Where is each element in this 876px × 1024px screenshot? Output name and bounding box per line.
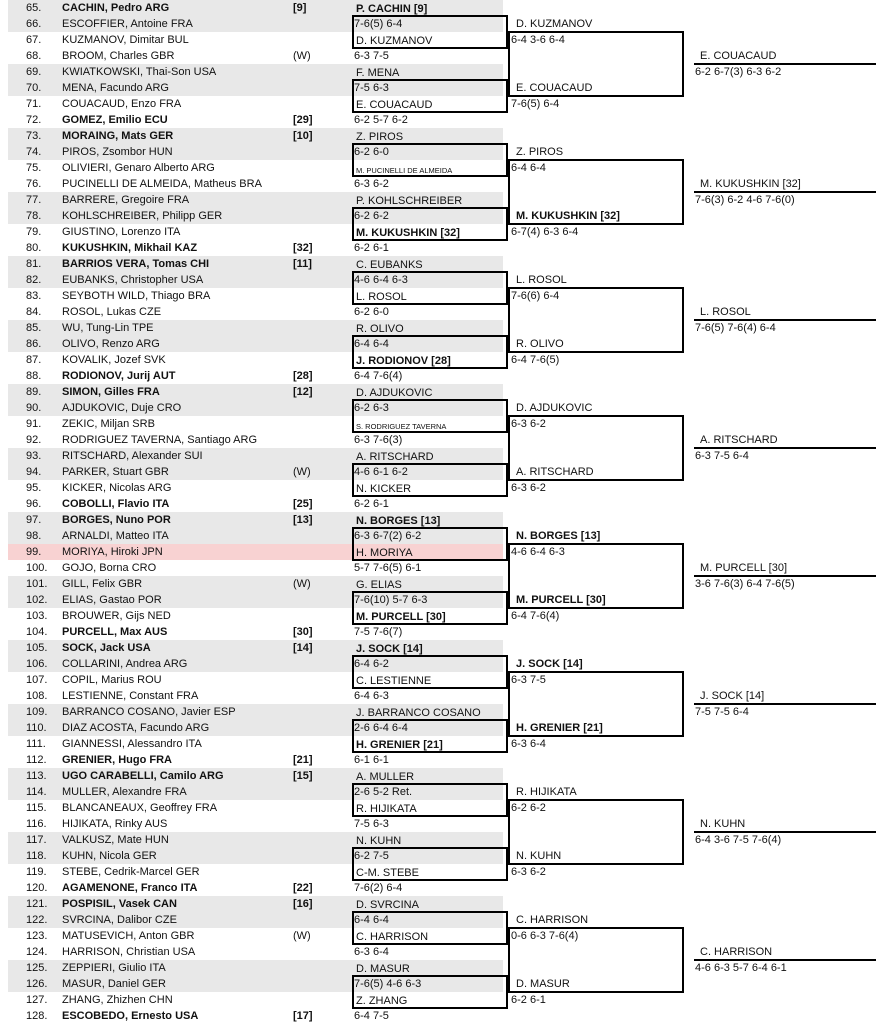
- row-number: 70.: [26, 82, 42, 94]
- r1-match-score: 6-3 6-4: [354, 946, 389, 958]
- wildcard-tag: (W): [293, 50, 311, 62]
- seed-tag: [29]: [293, 114, 313, 126]
- r1-match-score: 7-6(10) 5-7 6-3: [354, 594, 428, 606]
- player-name: MORAING, Mats GER: [62, 130, 174, 142]
- r1-winner-name: D. KUZMANOV: [356, 35, 433, 47]
- r1-winner-name: M. PUCINELLI DE ALMEIDA: [356, 166, 453, 175]
- r1-match-score: 6-3 6-7(2) 6-2: [354, 530, 422, 542]
- r1-match-score: 7-6(2) 6-4: [354, 882, 403, 894]
- r1-match-score: 6-4 6-4: [354, 914, 389, 926]
- r1-winner-name: N. KICKER: [356, 483, 412, 495]
- player-name: PUCINELLI DE ALMEIDA, Matheus BRA: [62, 178, 262, 190]
- r2-match-score: 0-6 6-3 7-6(4): [511, 930, 579, 942]
- r1-winner-name: L. ROSOL: [356, 291, 407, 303]
- row-number: 93.: [26, 450, 42, 462]
- seed-tag: [10]: [293, 130, 313, 142]
- r1-match-score: 6-2 6-3: [354, 402, 389, 414]
- player-name: BROUWER, Gijs NED: [62, 610, 171, 622]
- player-name: KICKER, Nicolas ARG: [62, 482, 172, 494]
- r1-match-score: 6-2 6-2: [354, 210, 389, 222]
- r3-match-score: 6-2 6-7(3) 6-3 6-2: [695, 66, 782, 78]
- row-number: 79.: [26, 226, 42, 238]
- r1-winner-name: R. OLIVO: [356, 323, 404, 335]
- r1-match-score: 6-1 6-1: [354, 754, 389, 766]
- r1-match-score: 6-2 5-7 6-2: [354, 114, 408, 126]
- r3-match-score: 6-3 7-5 6-4: [695, 450, 749, 462]
- row-number: 118.: [26, 850, 47, 862]
- r1-match-score: 7-5 6-3: [354, 82, 389, 94]
- r1-match-score: 6-2 7-5: [354, 850, 389, 862]
- player-name: GRENIER, Hugo FRA: [62, 754, 172, 766]
- r1-winner-name: A. RITSCHARD: [356, 451, 434, 463]
- player-name: KWIATKOWSKI, Thai-Son USA: [62, 66, 217, 78]
- r1-winner-name: C. LESTIENNE: [356, 675, 432, 687]
- r1-winner-name: P. CACHIN [9]: [356, 3, 428, 15]
- r1-winner-name: F. MENA: [356, 67, 400, 79]
- row-number: 124.: [26, 946, 48, 958]
- r1-winner-name: A. MULLER: [356, 771, 415, 783]
- player-name: SVRCINA, Dalibor CZE: [62, 914, 177, 926]
- row-number: 69.: [26, 66, 42, 78]
- player-name: KUKUSHKIN, Mikhail KAZ: [62, 242, 198, 254]
- row-number: 107.: [26, 674, 48, 686]
- player-name: ZEKIC, Miljan SRB: [62, 418, 155, 430]
- row-number: 73.: [26, 130, 42, 142]
- row-number: 88.: [26, 370, 42, 382]
- row-number: 106.: [26, 658, 48, 670]
- seed-tag: [30]: [293, 626, 313, 638]
- r1-match-score: 6-3 6-2: [354, 178, 389, 190]
- row-number: 100.: [26, 562, 48, 574]
- r1-match-score: 6-4 7-5: [354, 1010, 389, 1022]
- row-number: 108.: [26, 690, 48, 702]
- r3-winner-name: L. ROSOL: [700, 306, 751, 318]
- r1-match-score: 7-6(5) 4-6 6-3: [354, 978, 422, 990]
- r2-match-score: 6-3 7-5: [511, 674, 546, 686]
- r2-winner-name: Z. PIROS: [516, 146, 564, 158]
- seed-tag: [14]: [293, 642, 313, 654]
- player-name: WU, Tung-Lin TPE: [62, 322, 154, 334]
- r2-match-score: 7-6(5) 6-4: [511, 98, 560, 110]
- row-number: 111.: [26, 738, 46, 750]
- r1-winner-name: H. MORIYA: [356, 547, 413, 559]
- row-number: 115.: [26, 802, 47, 814]
- r3-winner-name: E. COUACAUD: [700, 50, 777, 62]
- row-number: 105.: [26, 642, 48, 654]
- player-name: RODIONOV, Jurij AUT: [62, 370, 176, 382]
- r2-match-score: 6-4 6-4: [511, 162, 546, 174]
- row-number: 102.: [26, 594, 48, 606]
- row-number: 90.: [26, 402, 42, 414]
- r2-match-score: 6-3 6-4: [511, 738, 546, 750]
- player-name: HARRISON, Christian USA: [62, 946, 196, 958]
- player-name: DIAZ ACOSTA, Facundo ARG: [62, 722, 210, 734]
- player-name: AGAMENONE, Franco ITA: [62, 882, 198, 894]
- r1-winner-name: N. KUHN: [356, 835, 402, 847]
- r3-winner-name: M. PURCELL [30]: [700, 562, 788, 574]
- seed-tag: [9]: [293, 2, 307, 14]
- r1-winner-name: Z. ZHANG: [356, 995, 408, 1007]
- r3-winner-name: A. RITSCHARD: [700, 434, 778, 446]
- r2-winner-name: R. HIJIKATA: [516, 786, 577, 798]
- row-number: 84.: [26, 306, 42, 318]
- row-number: 94.: [26, 466, 42, 478]
- r1-winner-name: D. SVRCINA: [356, 899, 419, 911]
- player-name: BORGES, Nuno POR: [62, 514, 171, 526]
- row-number: 103.: [26, 610, 48, 622]
- row-number: 98.: [26, 530, 42, 542]
- player-name: KUZMANOV, Dimitar BUL: [62, 34, 189, 46]
- r1-match-score: 6-4 6-3: [354, 690, 389, 702]
- r3-winner-name: C. HARRISON: [700, 946, 773, 958]
- seed-tag: [11]: [293, 258, 312, 270]
- player-name: BROOM, Charles GBR: [62, 50, 175, 62]
- r1-winner-name: Z. PIROS: [356, 131, 404, 143]
- r1-match-score: 6-3 7-5: [354, 50, 389, 62]
- player-name: ELIAS, Gastao POR: [62, 594, 162, 606]
- r1-winner-name: S. RODRIGUEZ TAVERNA: [356, 422, 447, 431]
- r2-winner-name: M. PURCELL [30]: [516, 594, 606, 606]
- seed-tag: [22]: [293, 882, 313, 894]
- row-number: 78.: [26, 210, 42, 222]
- row-number: 89.: [26, 386, 42, 398]
- player-name: COPIL, Marius ROU: [62, 674, 162, 686]
- r3-match-score: 7-6(3) 6-2 4-6 7-6(0): [695, 194, 795, 206]
- r2-winner-name: D. KUZMANOV: [516, 18, 593, 30]
- player-name: SEYBOTH WILD, Thiago BRA: [62, 290, 211, 302]
- row-number: 77.: [26, 194, 42, 206]
- r1-match-score: 6-2 6-0: [354, 146, 389, 158]
- r2-winner-name: C. HARRISON: [516, 914, 589, 926]
- r2-winner-name: M. KUKUSHKIN [32]: [516, 210, 620, 222]
- r3-winner-name: M. KUKUSHKIN [32]: [700, 178, 801, 190]
- row-number: 96.: [26, 498, 42, 510]
- row-number: 81.: [26, 258, 42, 270]
- r2-match-score: 7-6(6) 6-4: [511, 290, 560, 302]
- r2-winner-name: N. BORGES [13]: [516, 530, 601, 542]
- player-name: GOMEZ, Emilio ECU: [62, 114, 168, 126]
- r2-winner-name: N. KUHN: [516, 850, 562, 862]
- row-number: 87.: [26, 354, 42, 366]
- player-name: PARKER, Stuart GBR: [62, 466, 169, 478]
- r1-match-score: 6-4 7-6(4): [354, 370, 403, 382]
- seed-tag: [32]: [293, 242, 313, 254]
- player-name: PIROS, Zsombor HUN: [62, 146, 173, 158]
- player-name: GIUSTINO, Lorenzo ITA: [62, 226, 181, 238]
- seed-tag: [12]: [293, 386, 313, 398]
- player-name: MENA, Facundo ARG: [62, 82, 169, 94]
- r1-winner-name: C. HARRISON: [356, 931, 429, 943]
- r1-winner-name: P. KOHLSCHREIBER: [356, 195, 463, 207]
- r2-winner-name: H. GRENIER [21]: [516, 722, 603, 734]
- r2-match-score: 6-4 3-6 6-4: [511, 34, 565, 46]
- row-number: 104.: [26, 626, 48, 638]
- player-name: VALKUSZ, Mate HUN: [62, 834, 169, 846]
- r1-winner-name: R. HIJIKATA: [356, 803, 417, 815]
- row-number: 80.: [26, 242, 42, 254]
- wildcard-tag: (W): [293, 466, 311, 478]
- r1-winner-name: C-M. STEBE: [356, 867, 419, 879]
- row-number: 71.: [26, 98, 42, 110]
- row-number: 123.: [26, 930, 48, 942]
- r1-winner-name: D. MASUR: [356, 963, 410, 975]
- r2-match-score: 6-2 6-1: [511, 994, 546, 1006]
- r1-match-score: 2-6 5-2 Ret.: [354, 786, 413, 798]
- row-number: 97.: [26, 514, 42, 526]
- row-number: 113.: [26, 770, 47, 782]
- r1-match-score: 7-5 7-6(7): [354, 626, 403, 638]
- row-number: 99.: [26, 546, 42, 558]
- player-name: KOVALIK, Jozef SVK: [62, 354, 166, 366]
- row-number: 82.: [26, 274, 42, 286]
- player-name: COLLARINI, Andrea ARG: [62, 658, 188, 670]
- r2-winner-name: L. ROSOL: [516, 274, 567, 286]
- r2-match-score: 6-3 6-2: [511, 866, 546, 878]
- player-name: MATUSEVICH, Anton GBR: [62, 930, 195, 942]
- row-number: 110.: [26, 722, 47, 734]
- player-name: COUACAUD, Enzo FRA: [62, 98, 182, 110]
- row-number: 85.: [26, 322, 42, 334]
- row-number: 126.: [26, 978, 48, 990]
- r1-match-score: 6-4 6-2: [354, 658, 389, 670]
- seed-tag: [21]: [293, 754, 313, 766]
- r1-winner-name: M. PURCELL [30]: [356, 611, 446, 623]
- player-name: COBOLLI, Flavio ITA: [62, 498, 170, 510]
- r1-winner-name: E. COUACAUD: [356, 99, 433, 111]
- r2-match-score: 6-3 6-2: [511, 418, 546, 430]
- player-name: UGO CARABELLI, Camilo ARG: [62, 770, 224, 782]
- row-number: 72.: [26, 114, 42, 126]
- row-number: 120.: [26, 882, 48, 894]
- row-number: 116.: [26, 818, 47, 830]
- row-number: 67.: [26, 34, 42, 46]
- r2-winner-name: J. SOCK [14]: [516, 658, 583, 670]
- row-number: 114.: [26, 786, 47, 798]
- wildcard-tag: (W): [293, 578, 311, 590]
- row-number: 122.: [26, 914, 48, 926]
- r2-match-score: 6-7(4) 6-3 6-4: [511, 226, 579, 238]
- row-number: 112.: [26, 754, 47, 766]
- r2-winner-name: R. OLIVO: [516, 338, 564, 350]
- player-name: KUHN, Nicola GER: [62, 850, 157, 862]
- player-name: OLIVO, Renzo ARG: [62, 338, 160, 350]
- r2-match-score: 6-4 7-6(5): [511, 354, 560, 366]
- player-name: LESTIENNE, Constant FRA: [62, 690, 199, 702]
- player-name: SOCK, Jack USA: [62, 642, 151, 654]
- row-number: 65.: [26, 2, 42, 14]
- row-number: 74.: [26, 146, 42, 158]
- r1-match-score: 2-6 6-4 6-4: [354, 722, 408, 734]
- row-number: 121.: [26, 898, 48, 910]
- r2-winner-name: E. COUACAUD: [516, 82, 593, 94]
- player-name: GILL, Felix GBR: [62, 578, 143, 590]
- row-number: 101.: [26, 578, 48, 590]
- r2-winner-name: D. MASUR: [516, 978, 570, 990]
- player-name: BARRANCO COSANO, Javier ESP: [62, 706, 236, 718]
- player-name: STEBE, Cedrik-Marcel GER: [62, 866, 200, 878]
- seed-tag: [17]: [293, 1010, 313, 1022]
- player-name: PURCELL, Max AUS: [62, 626, 168, 638]
- player-name: GOJO, Borna CRO: [62, 562, 157, 574]
- player-name: OLIVIERI, Genaro Alberto ARG: [62, 162, 215, 174]
- player-name: RODRIGUEZ TAVERNA, Santiago ARG: [62, 434, 258, 446]
- player-name: GIANNESSI, Alessandro ITA: [62, 738, 202, 750]
- row-number: 66.: [26, 18, 42, 30]
- player-name: SIMON, Gilles FRA: [62, 386, 160, 398]
- player-name: MASUR, Daniel GER: [62, 978, 166, 990]
- row-number: 76.: [26, 178, 42, 190]
- row-number: 127.: [26, 994, 48, 1006]
- r1-match-score: 6-2 6-1: [354, 498, 389, 510]
- r1-winner-name: J. RODIONOV [28]: [356, 355, 451, 367]
- player-name: HIJIKATA, Rinky AUS: [62, 818, 168, 830]
- row-number: 117.: [26, 834, 47, 846]
- row-number: 109.: [26, 706, 48, 718]
- r1-match-score: 7-6(5) 6-4: [354, 18, 403, 30]
- r1-match-score: 6-2 6-0: [354, 306, 389, 318]
- r1-winner-name: J. SOCK [14]: [356, 643, 423, 655]
- r1-match-score: 6-4 6-4: [354, 338, 389, 350]
- player-name: MULLER, Alexandre FRA: [62, 786, 187, 798]
- seed-tag: [16]: [293, 898, 313, 910]
- player-name: ZHANG, Zhizhen CHN: [62, 994, 173, 1006]
- r2-match-score: 6-2 6-2: [511, 802, 546, 814]
- row-number: 75.: [26, 162, 42, 174]
- r1-winner-name: J. BARRANCO COSANO: [356, 707, 481, 719]
- row-number: 128.: [26, 1010, 48, 1022]
- r3-match-score: 4-6 6-3 5-7 6-4 6-1: [695, 962, 787, 974]
- player-name: ARNALDI, Matteo ITA: [62, 530, 169, 542]
- player-name: ESCOBEDO, Ernesto USA: [62, 1010, 199, 1022]
- r3-match-score: 6-4 3-6 7-5 7-6(4): [695, 834, 782, 846]
- row-number: 83.: [26, 290, 42, 302]
- player-name: BARRERE, Gregoire FRA: [62, 194, 190, 206]
- r1-match-score: 6-2 6-1: [354, 242, 389, 254]
- player-name: RITSCHARD, Alexander SUI: [62, 450, 203, 462]
- player-name: MORIYA, Hiroki JPN: [62, 546, 163, 558]
- r2-winner-name: A. RITSCHARD: [516, 466, 594, 478]
- r1-match-score: 5-7 7-6(5) 6-1: [354, 562, 422, 574]
- r2-match-score: 6-4 7-6(4): [511, 610, 560, 622]
- row-number: 95.: [26, 482, 42, 494]
- r2-winner-name: D. AJDUKOVIC: [516, 402, 593, 414]
- seed-tag: [15]: [293, 770, 313, 782]
- player-name: AJDUKOVIC, Duje CRO: [62, 402, 182, 414]
- r3-winner-name: N. KUHN: [700, 818, 746, 830]
- player-name: BARRIOS VERA, Tomas CHI: [62, 258, 210, 270]
- r1-winner-name: H. GRENIER [21]: [356, 739, 443, 751]
- player-name: POSPISIL, Vasek CAN: [62, 898, 177, 910]
- r3-match-score: 3-6 7-6(3) 6-4 7-6(5): [695, 578, 795, 590]
- row-number: 125.: [26, 962, 48, 974]
- row-number: 68.: [26, 50, 42, 62]
- row-number: 91.: [26, 418, 42, 430]
- seed-tag: [13]: [293, 514, 313, 526]
- r1-match-score: 4-6 6-1 6-2: [354, 466, 408, 478]
- r1-winner-name: D. AJDUKOVIC: [356, 387, 433, 399]
- r2-match-score: 4-6 6-4 6-3: [511, 546, 565, 558]
- r3-winner-name: J. SOCK [14]: [700, 690, 765, 702]
- player-name: EUBANKS, Christopher USA: [62, 274, 204, 286]
- player-name: BLANCANEAUX, Geoffrey FRA: [62, 802, 218, 814]
- player-name: ESCOFFIER, Antoine FRA: [62, 18, 193, 30]
- player-name: ROSOL, Lukas CZE: [62, 306, 162, 318]
- r3-match-score: 7-6(5) 7-6(4) 6-4: [695, 322, 776, 334]
- seed-tag: [28]: [293, 370, 313, 382]
- r1-match-score: 4-6 6-4 6-3: [354, 274, 408, 286]
- seed-tag: [25]: [293, 498, 313, 510]
- r1-match-score: 7-5 6-3: [354, 818, 389, 830]
- player-name: ZEPPIERI, Giulio ITA: [62, 962, 166, 974]
- player-name: KOHLSCHREIBER, Philipp GER: [62, 210, 223, 222]
- row-number: 119.: [26, 866, 47, 878]
- r1-winner-name: N. BORGES [13]: [356, 515, 441, 527]
- wildcard-tag: (W): [293, 930, 311, 942]
- r2-match-score: 6-3 6-2: [511, 482, 546, 494]
- row-number: 92.: [26, 434, 42, 446]
- row-number: 86.: [26, 338, 42, 350]
- r1-winner-name: M. KUKUSHKIN [32]: [356, 227, 460, 239]
- r1-winner-name: C. EUBANKS: [356, 259, 423, 271]
- r1-match-score: 6-3 7-6(3): [354, 434, 403, 446]
- r1-winner-name: G. ELIAS: [356, 579, 402, 591]
- player-name: CACHIN, Pedro ARG: [62, 2, 170, 14]
- r3-match-score: 7-5 7-5 6-4: [695, 706, 749, 718]
